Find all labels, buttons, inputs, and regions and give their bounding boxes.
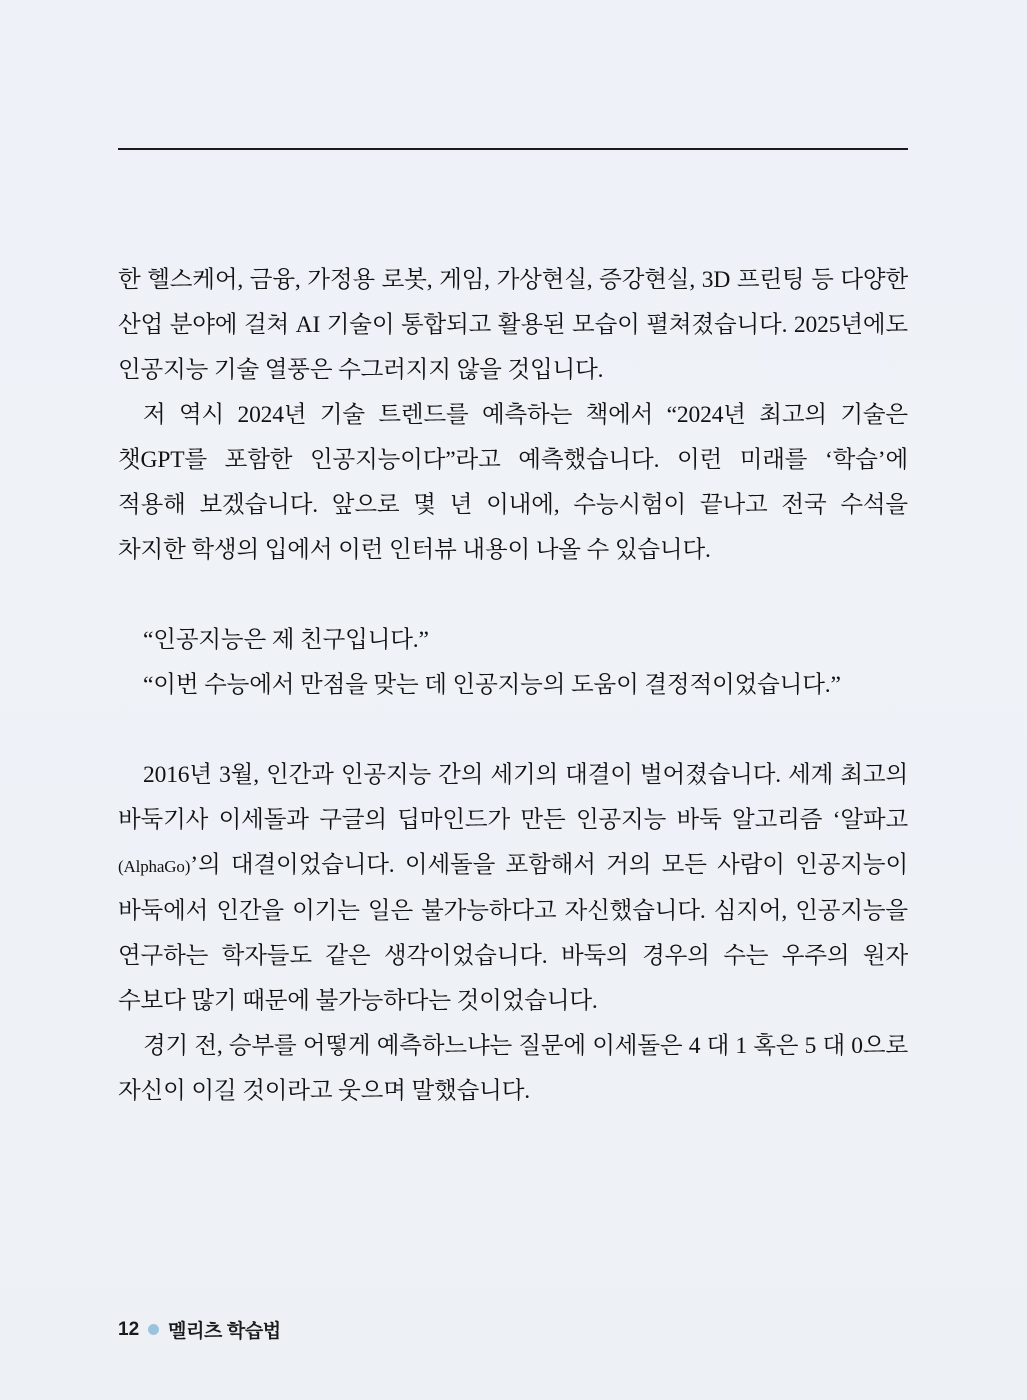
alphago-romanization: (AlphaGo) (118, 857, 191, 876)
paragraph-3-part-1: 2016년 3월, 인간과 인공지능 간의 세기의 대결이 벌어졌습니다. 세계 최고의 바둑기사 이세돌과 구글의 딥마인드가 만든 인공지능 바둑 알고리즘 ‘알파고 (118, 762, 908, 833)
paragraph-1: 한 헬스케어, 금융, 가정용 로봇, 게임, 가상현실, 증강현실, 3D 프린팅 등 다양한 산업 분야에 걸쳐 AI 기술이 통합되고 활용된 모습이 펼쳐졌습니다. 2025년에도 인공지능 기술 열풍은 수그러지지 않을 것입니다. (118, 267, 908, 383)
running-title: 멜리츠 학습법 (168, 1321, 281, 1342)
paragraph-3 (118, 753, 908, 1024)
paragraph-2: 저 역시 2024년 기술 트렌드를 예측하는 책에서 “2024년 최고의 기술은 챗GPT를 포함한 인공지능이다”라고 예측했습니다. 이런 미래를 ‘학습’에 적용해 보겠습니다. 앞으로 몇 년 이내에, 수능시험이 끝나고 전국 수석을 차지한 학생의 입에서 이런 인터뷰 내용이 나올 수 있습니다. (118, 402, 908, 563)
paragraph-4: 경기 전, 승부를 어떻게 예측하느냐는 질문에 이세돌은 4 대 1 혹은 5 대 0으로 자신이 이길 것이라고 웃으며 말했습니다. (118, 1033, 908, 1104)
page-body (118, 258, 908, 1114)
quote-line-2: “이번 수능에서 만점을 맞는 데 인공지능의 도움이 결정적이었습니다.” (143, 672, 841, 698)
spacer-before-quotes (118, 573, 908, 618)
header-rule (118, 148, 908, 150)
spacer-after-quotes (118, 708, 908, 753)
quote-block (118, 618, 908, 708)
quote-line-1: “인공지능은 제 친구입니다.” (143, 627, 429, 653)
bullet-dot-icon (148, 1324, 159, 1335)
page-number: 12 (118, 1318, 140, 1340)
paragraph-3-part-2: ’의 대결이었습니다. 이세돌을 포함해서 거의 모든 사람이 인공지능이 바둑에서 인간을 이기는 일은 불가능하다고 자신했습니다. 심지어, 인공지능을 연구하는 학자들도 같은 생각이었습니다. 바둑의 경우의 수는 우주의 원자 수보다 많기 때문에 불가능하다는 것이었습니다. (118, 852, 908, 1014)
page-footer (118, 1316, 281, 1343)
